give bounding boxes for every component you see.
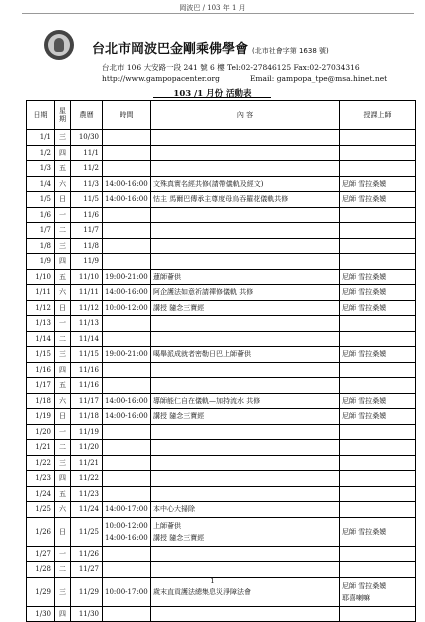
lunar-date-cell: 11/6 (71, 207, 103, 223)
table-row (27, 455, 416, 471)
weekday-cell: 一 (55, 424, 71, 440)
weekday-cell: 六 (55, 393, 71, 409)
weekday-cell: 六 (55, 176, 71, 192)
time-cell (103, 424, 151, 440)
lunar-date-cell: 11/13 (71, 316, 103, 332)
table-row (27, 409, 416, 425)
time-cell-line: 14:00-16:00 (105, 533, 148, 542)
date-cell: 1/17 (27, 378, 55, 394)
time-cell: 14:00-16:00 (103, 285, 151, 301)
time-cell: 14:00-16:00 (103, 176, 151, 192)
email-link[interactable]: Email: gampopa_tpe@msa.hinet.net (249, 74, 388, 83)
weekday-cell: 一 (55, 546, 71, 562)
date-cell: 1/13 (27, 316, 55, 332)
weekday-cell: 三 (55, 238, 71, 254)
teacher-cell (340, 424, 416, 440)
teacher-cell (340, 254, 416, 270)
date-cell: 1/6 (27, 207, 55, 223)
content-cell (151, 238, 340, 254)
teacher-cell: 尼師 雪拉桑嫫 (340, 269, 416, 285)
content-cell (151, 471, 340, 487)
org-name-line (92, 38, 329, 57)
date-cell: 1/11 (27, 285, 55, 301)
content-cell (151, 424, 340, 440)
content-cell (151, 331, 340, 347)
content-cell: 本中心大掃除 (151, 502, 340, 518)
content-cell: 阿企護法如意祈請禪修儀軌 共修 (151, 285, 340, 301)
weekday-cell: 二 (55, 562, 71, 578)
teacher-cell (340, 331, 416, 347)
weekday-cell: 六 (55, 502, 71, 518)
content-cell-line: 上師薈供 (153, 521, 181, 530)
time-cell: 14:00-17:00 (103, 502, 151, 518)
date-cell: 1/8 (27, 238, 55, 254)
table-row (27, 161, 416, 177)
lunar-date-cell: 11/16 (71, 378, 103, 394)
teacher-cell (340, 502, 416, 518)
website-link[interactable]: http://www.gampopacenter.org (102, 74, 220, 83)
teacher-cell (340, 130, 416, 146)
date-cell: 1/24 (27, 486, 55, 502)
lunar-date-cell: 11/9 (71, 254, 103, 270)
table-row (27, 424, 416, 440)
header-rule (22, 13, 414, 14)
table-row (27, 606, 416, 622)
lunar-date-cell: 11/27 (71, 562, 103, 578)
teacher-cell: 尼師 雪拉桑嫫 (340, 409, 416, 425)
teacher-cell (340, 223, 416, 239)
content-cell (151, 546, 340, 562)
date-cell: 1/7 (27, 223, 55, 239)
date-cell: 1/19 (27, 409, 55, 425)
weekday-cell: 五 (55, 486, 71, 502)
teacher-cell (340, 362, 416, 378)
lunar-date-cell: 11/30 (71, 606, 103, 622)
lunar-date-cell: 11/19 (71, 424, 103, 440)
org-web-line (102, 74, 387, 83)
weekday-cell: 三 (55, 577, 71, 606)
teacher-cell (340, 316, 416, 332)
weekday-cell: 日 (55, 192, 71, 208)
content-cell: 導師能仁自在儀軌—加持流水 共修 (151, 393, 340, 409)
time-cell (103, 562, 151, 578)
date-cell: 1/14 (27, 331, 55, 347)
content-cell (151, 562, 340, 578)
lunar-date-cell: 11/3 (71, 176, 103, 192)
table-row (27, 300, 416, 316)
teacher-cell-line: 耶喜喇嘛 (342, 593, 370, 602)
content-cell (151, 455, 340, 471)
date-cell: 1/20 (27, 424, 55, 440)
date-cell: 1/2 (27, 145, 55, 161)
content-cell (151, 254, 340, 270)
table-row (27, 316, 416, 332)
lunar-date-cell: 11/16 (71, 362, 103, 378)
table-row (27, 562, 416, 578)
lunar-date-cell: 11/2 (71, 161, 103, 177)
date-cell: 1/4 (27, 176, 55, 192)
weekday-cell: 六 (55, 285, 71, 301)
content-cell (151, 378, 340, 394)
lunar-date-cell: 11/10 (71, 269, 103, 285)
lunar-date-cell: 11/11 (71, 285, 103, 301)
lunar-date-cell: 11/7 (71, 223, 103, 239)
teacher-cell: 尼師 雪拉桑嫫 (340, 300, 416, 316)
table-row (27, 546, 416, 562)
date-cell: 1/28 (27, 562, 55, 578)
weekday-cell: 日 (55, 409, 71, 425)
date-cell: 1/3 (27, 161, 55, 177)
time-cell (103, 254, 151, 270)
time-cell (103, 130, 151, 146)
schedule-table (26, 100, 416, 622)
time-cell-line: 10:00-12:00 (105, 521, 148, 530)
teacher-cell (340, 238, 416, 254)
content-cell: 蓮師薈供 (151, 269, 340, 285)
weekday-cell: 日 (55, 300, 71, 316)
content-cell (151, 606, 340, 622)
lunar-date-cell: 11/5 (71, 192, 103, 208)
weekday-cell: 三 (55, 130, 71, 146)
teacher-cell (340, 606, 416, 622)
org-address: 台北市 106 大安路一段 241 號 6 樓 Tel:02-27846125 Fax:02-27034316 (102, 63, 360, 72)
time-cell (103, 207, 151, 223)
weekday-header-text: 星期 (59, 107, 66, 123)
date-cell: 1/10 (27, 269, 55, 285)
teacher-cell: 尼師 雪拉桑嫫 (340, 285, 416, 301)
teacher-cell (340, 546, 416, 562)
table-row (27, 347, 416, 363)
lunar-date-cell: 11/20 (71, 440, 103, 456)
table-row (27, 486, 416, 502)
content-cell (151, 130, 340, 146)
lunar-date-cell: 11/24 (71, 502, 103, 518)
lunar-date-cell: 11/1 (71, 145, 103, 161)
table-header-row (27, 101, 416, 130)
teacher-cell-line: 尼師 雪拉桑嫫 (342, 581, 387, 590)
weekday-cell: 日 (55, 517, 71, 546)
lunar-date-cell: 11/26 (71, 546, 103, 562)
content-cell (151, 486, 340, 502)
time-cell: 14:00-16:00 (103, 393, 151, 409)
col-header-date: 日期 (27, 101, 55, 130)
weekday-cell: 三 (55, 347, 71, 363)
time-cell (103, 546, 151, 562)
weekday-cell: 二 (55, 223, 71, 239)
weekday-cell: 二 (55, 440, 71, 456)
table-row (27, 269, 416, 285)
col-header-time: 時間 (103, 101, 151, 130)
teacher-cell (340, 455, 416, 471)
table-row (27, 145, 416, 161)
content-cell: 歲末直貢護法總集息災淨障法會 (151, 577, 340, 606)
table-row (27, 285, 416, 301)
teacher-cell (340, 161, 416, 177)
table-row (27, 207, 416, 223)
weekday-cell: 二 (55, 331, 71, 347)
lunar-date-cell: 11/12 (71, 300, 103, 316)
lunar-date-cell: 10/30 (71, 130, 103, 146)
table-row (27, 176, 416, 192)
table-row (27, 192, 416, 208)
date-cell: 1/22 (27, 455, 55, 471)
content-cell: 噶舉派成就者密勒日巴上師薈供 (151, 347, 340, 363)
col-header-content: 內 容 (151, 101, 340, 130)
weekday-cell: 三 (55, 455, 71, 471)
date-cell: 1/23 (27, 471, 55, 487)
weekday-cell: 五 (55, 269, 71, 285)
lunar-date-cell: 11/8 (71, 238, 103, 254)
date-cell: 1/12 (27, 300, 55, 316)
date-cell: 1/9 (27, 254, 55, 270)
content-cell (151, 517, 340, 546)
weekday-cell: 四 (55, 362, 71, 378)
weekday-cell: 四 (55, 254, 71, 270)
time-cell: 10:00-12:00 (103, 300, 151, 316)
table-row (27, 378, 416, 394)
date-cell: 1/25 (27, 502, 55, 518)
time-cell (103, 223, 151, 239)
teacher-cell: 尼師 雪拉桑嫫 (340, 393, 416, 409)
content-cell-line: 講授 隨念三寶經 (153, 533, 205, 542)
lunar-date-cell: 11/21 (71, 455, 103, 471)
lunar-date-cell: 11/29 (71, 577, 103, 606)
table-row (27, 130, 416, 146)
content-cell (151, 440, 340, 456)
date-cell: 1/5 (27, 192, 55, 208)
time-cell (103, 517, 151, 546)
date-cell: 1/16 (27, 362, 55, 378)
lunar-date-cell: 11/18 (71, 409, 103, 425)
weekday-cell: 一 (55, 316, 71, 332)
date-cell: 1/27 (27, 546, 55, 562)
table-row (27, 471, 416, 487)
content-cell (151, 145, 340, 161)
org-logo-icon (44, 30, 74, 60)
teacher-cell: 尼師 雪拉桑嫫 (340, 347, 416, 363)
lunar-date-cell: 11/15 (71, 347, 103, 363)
time-cell: 19:00-21:00 (103, 347, 151, 363)
date-cell: 1/18 (27, 393, 55, 409)
table-row (27, 502, 416, 518)
weekday-cell: 五 (55, 161, 71, 177)
time-cell: 10:00-17:00 (103, 577, 151, 606)
teacher-cell (340, 440, 416, 456)
table-row (27, 517, 416, 546)
time-cell (103, 316, 151, 332)
content-cell (151, 207, 340, 223)
lunar-date-cell: 11/14 (71, 331, 103, 347)
content-cell (151, 223, 340, 239)
teacher-cell (340, 207, 416, 223)
time-cell (103, 486, 151, 502)
time-cell: 14:00-16:00 (103, 192, 151, 208)
time-cell (103, 606, 151, 622)
lunar-date-cell: 11/25 (71, 517, 103, 546)
lunar-date-cell: 11/17 (71, 393, 103, 409)
time-cell (103, 471, 151, 487)
teacher-cell: 尼師 雪拉桑嫫 (340, 176, 416, 192)
teacher-cell (340, 145, 416, 161)
content-cell (151, 316, 340, 332)
date-cell: 1/30 (27, 606, 55, 622)
date-cell: 1/29 (27, 577, 55, 606)
teacher-cell: 尼師 雪拉桑嫫 (340, 517, 416, 546)
col-header-weekday (55, 101, 71, 130)
time-cell (103, 331, 151, 347)
lunar-date-cell: 11/23 (71, 486, 103, 502)
time-cell (103, 238, 151, 254)
table-row (27, 393, 416, 409)
date-cell: 1/21 (27, 440, 55, 456)
table-row (27, 362, 416, 378)
teacher-cell: 尼師 雪拉桑嫫 (340, 192, 416, 208)
teacher-cell (340, 562, 416, 578)
weekday-cell: 四 (55, 471, 71, 487)
date-cell: 1/1 (27, 130, 55, 146)
time-cell (103, 455, 151, 471)
time-cell (103, 161, 151, 177)
content-cell: 講授 隨念三寶經 (151, 300, 340, 316)
time-cell (103, 145, 151, 161)
time-cell (103, 378, 151, 394)
teacher-cell (340, 486, 416, 502)
table-row (27, 254, 416, 270)
lunar-date-cell: 11/22 (71, 471, 103, 487)
teacher-cell (340, 378, 416, 394)
content-cell: 怙主 馬爾巴傳承主尊度母烏吞羅花儀軌共修 (151, 192, 340, 208)
org-name: 台北市岡波巴金剛乘佛學會 (92, 42, 249, 57)
weekday-cell: 四 (55, 606, 71, 622)
teacher-cell (340, 471, 416, 487)
col-header-lunar: 農曆 (71, 101, 103, 130)
date-cell: 1/26 (27, 517, 55, 546)
org-registration: (北市社會字第 1638 號) (252, 47, 329, 55)
weekday-cell: 一 (55, 207, 71, 223)
content-cell (151, 362, 340, 378)
col-header-teacher: 授課上師 (340, 101, 416, 130)
time-cell: 14:00-16:00 (103, 409, 151, 425)
content-cell: 文殊真實名經共修(請帶儀軌及經文) (151, 176, 340, 192)
date-cell: 1/15 (27, 347, 55, 363)
title-underline (153, 97, 271, 98)
content-cell: 講授 隨念三寶經 (151, 409, 340, 425)
schedule-title: 103 /1 月份 活動表 (173, 89, 252, 99)
time-cell: 19:00-21:00 (103, 269, 151, 285)
table-row (27, 238, 416, 254)
content-cell (151, 161, 340, 177)
weekday-cell: 五 (55, 378, 71, 394)
time-cell (103, 440, 151, 456)
table-row (27, 331, 416, 347)
running-header: 岡波巴 / 103 年 1 月 (179, 4, 246, 12)
table-row (27, 440, 416, 456)
weekday-cell: 四 (55, 145, 71, 161)
table-row (27, 223, 416, 239)
page-number: 1 (210, 577, 215, 585)
time-cell (103, 362, 151, 378)
